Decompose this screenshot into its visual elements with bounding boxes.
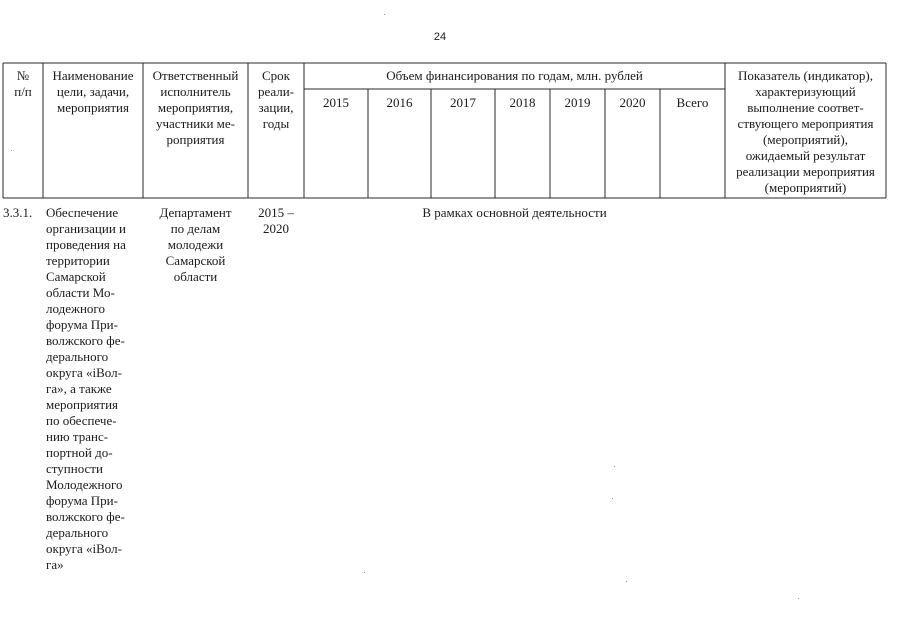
header-year-2016: 2016 <box>386 95 413 110</box>
header-year-2020: 2020 <box>619 95 646 110</box>
scan-speck <box>626 581 627 582</box>
scan-speck <box>798 598 799 599</box>
header-funding-group: Объем финансирования по годам, млн. рублей <box>386 68 643 83</box>
row-funding: В рамках основной деятельности <box>422 205 607 220</box>
scan-speck <box>612 498 613 499</box>
row-term: 2015 – 2020 <box>258 205 294 236</box>
header-total: Всего <box>676 95 709 110</box>
header-responsible: Ответственный исполнитель мероприятия, участники ме- роприятия <box>152 68 239 147</box>
scan-speck <box>384 14 385 15</box>
header-year-2019: 2019 <box>564 95 591 110</box>
header-term: Срок реали- зации, годы <box>257 68 295 131</box>
header-year-2017: 2017 <box>450 95 476 110</box>
scan-speck <box>11 150 12 151</box>
scan-speck <box>364 572 365 573</box>
header-number: № п/п <box>14 68 32 99</box>
header-year-2015: 2015 <box>323 95 349 110</box>
header-year-2018: 2018 <box>509 95 536 110</box>
row-responsible: Департамент по делам молодежи Самарской области <box>159 205 232 284</box>
scan-speck <box>614 466 615 467</box>
row-number: 3.3.1. <box>3 205 33 220</box>
row-name: Обеспечение организации и проведения на территории Самарской области Мо- лодежного форума При- волжского фе- дерального округа «iВол- га», а также мероприятия по обеспече- нию транс- портной до- ступности Молодежного форума При- волжского фе- дерального округа «iВол- га» <box>46 205 126 572</box>
header-indicator: Показатель (индикатор), характеризующий выполнение соответ- ствующего мероприятия (мероприятий), ожидаемый результат реализации мероприятия (мероприятий) <box>736 68 875 195</box>
header-name: Наименование цели, задачи, мероприятия <box>52 68 134 115</box>
page-number: 24 <box>433 31 447 43</box>
